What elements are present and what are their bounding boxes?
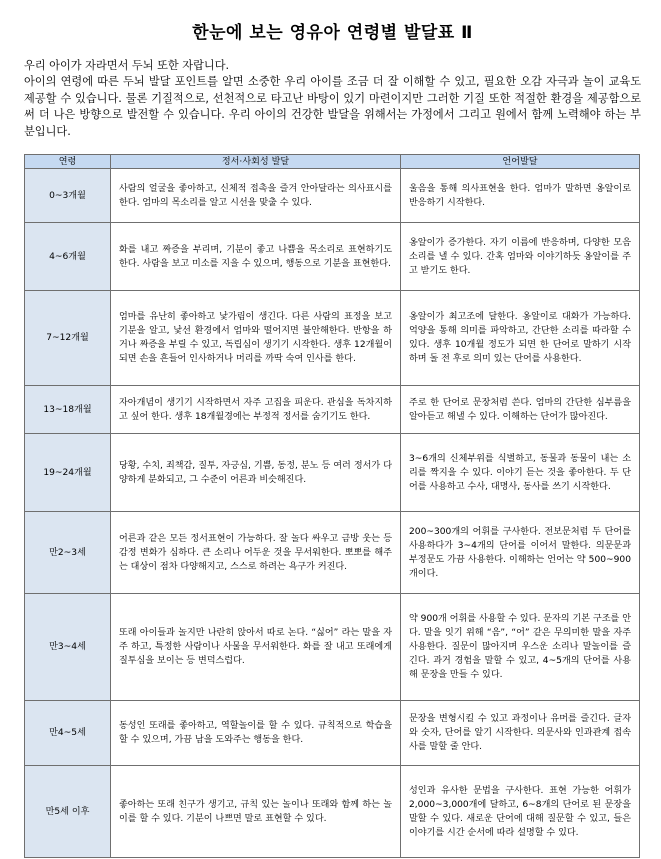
table-row bbox=[25, 512, 640, 594]
emotional-text: 당황, 수치, 죄책감, 질투, 자긍심, 기쁨, 동정, 분노 등 여러 정서가 다양하게 분화되고, 그 수준이 어른과 비슷해진다. bbox=[119, 460, 392, 485]
emotional-cell bbox=[111, 701, 401, 766]
language-text: 문장을 변형시킬 수 있고 과정이나 유머를 즐긴다. 글자와 숫자, 단어를 알기 시작한다. 의문사와 인과관계 접속사를 말할 줄 안다. bbox=[409, 714, 631, 752]
table-header-row bbox=[25, 155, 640, 169]
language-cell bbox=[401, 766, 640, 858]
intro-line: 우리 아이가 자라면서 두뇌 또한 자랍니다. bbox=[24, 59, 230, 72]
emotional-cell bbox=[111, 434, 401, 512]
page-title: 한눈에 보는 영유아 연령별 발달표 Ⅱ bbox=[192, 23, 473, 43]
header-language: 언어발달 bbox=[401, 155, 640, 169]
language-cell bbox=[401, 291, 640, 386]
language-text: 옹알이가 증가한다. 자기 이름에 반응하며, 다양한 모음 소리를 낼 수 있다. 간혹 엄마와 이야기하듯 옹알이를 주고 받기도 한다. bbox=[409, 237, 631, 276]
table-row bbox=[25, 434, 640, 512]
intro-text bbox=[24, 58, 641, 140]
language-cell bbox=[401, 512, 640, 594]
emotional-cell bbox=[111, 594, 401, 701]
emotional-text: 화를 내고 짜증을 부리며, 기분이 좋고 나쁨을 목소리로 표현하기도 한다. 사람을 보고 미소를 지을 수 있으며, 행동으로 기분을 표현한다. bbox=[119, 244, 392, 269]
table-row bbox=[25, 594, 640, 701]
emotional-cell bbox=[111, 386, 401, 434]
development-table bbox=[24, 154, 640, 858]
age-cell: 만5세 이후 bbox=[25, 766, 111, 858]
age-cell: 13~18개월 bbox=[25, 386, 111, 434]
emotional-text: 동성인 또래를 좋아하고, 역할놀이를 할 수 있다. 규칙적으로 학습을 할 수 있으며, 가끔 남을 도와주는 행동을 한다. bbox=[119, 721, 392, 745]
language-cell bbox=[401, 594, 640, 701]
age-cell: 만4~5세 bbox=[25, 701, 111, 766]
language-text: 주로 한 단어로 문장처럼 쓴다. 엄마의 간단한 심부름을 알아듣고 해낼 수 있다. 이해하는 단어가 많아진다. bbox=[409, 397, 631, 422]
age-cell: 7~12개월 bbox=[25, 291, 111, 386]
language-cell bbox=[401, 169, 640, 223]
language-text: 울음을 통해 의사표현을 한다. 엄마가 말하면 옹알이로 반응하기 시작한다. bbox=[409, 183, 631, 208]
language-text: 옹알이가 최고조에 달한다. 옹알이로 대화가 가능하다. 억양을 통해 의미를 파악하고, 간단한 소리를 따라할 수 있다. 생후 10개월 정도가 되면 한 단어로 말하기 시작하며 돌 전 후로 의미 있는 단어를 사용한다. bbox=[409, 312, 631, 364]
age-cell: 19~24개월 bbox=[25, 434, 111, 512]
emotional-cell bbox=[111, 291, 401, 386]
language-cell bbox=[401, 386, 640, 434]
table-row bbox=[25, 291, 640, 386]
emotional-cell bbox=[111, 169, 401, 223]
table-row bbox=[25, 169, 640, 223]
table-row bbox=[25, 766, 640, 858]
age-cell: 0~3개월 bbox=[25, 169, 111, 223]
language-text: 3~6개의 신체부위를 식별하고, 동물과 동물이 내는 소리를 짝지을 수 있다. 이야기 듣는 것을 좋아한다. 두 단어를 사용하고 수사, 대명사, 동사를 쓰기 시작한다. bbox=[409, 453, 631, 492]
emotional-text: 자아개념이 생기기 시작하면서 자주 고집을 피운다. 관심을 독차지하고 싶어 한다. 생후 18개월경에는 부정적 정서를 숨기기도 한다. bbox=[119, 397, 392, 422]
language-text: 약 900개 어휘를 사용할 수 있다. 문자의 기본 구조를 안다. 말을 잇기 위해 “음”, “어” 같은 무의미한 말을 자주 사용한다. 질문이 많아지며 우스운 소리나 말놀이를 즐긴다. 과거 경험을 말할 수 있고, 4~5개의 단어를 사용해 문장을 만들 수 있다. bbox=[409, 614, 631, 680]
emotional-text: 또래 아이들과 놀지만 나란히 앉아서 따로 논다. “싫어” 라는 말을 자주 하고, 특정한 사람이나 사물을 무서워한다. 화를 잘 내고 또래에게 질투심을 보이는 등 변덕스럽다. bbox=[119, 628, 392, 666]
intro-paragraph: 아이의 연령에 따른 두뇌 발달 포인트를 알면 소중한 우리 아이를 조금 더 잘 이해할 수 있고, 필요한 오감 자극과 놀이 교육도 제공할 수 있습니다. 물론 기질적으로, 선천적으로 타고난 바탕이 있기 마련이지만 그러한 기질 또한 적절한 환경을 제공함으로써 더 나은 방향으로 발전할 수 있습니다. 우리 아이의 건강한 발달을 위해서는 가정에서 그리고 원에서 함께 노력해야 하는 부분입니다. bbox=[24, 75, 641, 138]
table-row bbox=[25, 701, 640, 766]
emotional-text: 어른과 같은 모든 정서표현이 가능하다. 잘 놀다 싸우고 금방 웃는 등 감정 변화가 심하다. 큰 소리나 어두운 것을 무서워한다. 뽀뽀를 해주는 대상이 점차 다양해지고, 스스로 하려는 욕구가 커진다. bbox=[119, 533, 392, 572]
emotional-text: 좋아하는 또래 친구가 생기고, 규칙 있는 놀이나 또래와 함께 하는 놀이를 할 수 있다. 기분이 나쁘면 말로 표현할 수 있다. bbox=[119, 799, 392, 824]
age-cell: 4~6개월 bbox=[25, 223, 111, 291]
table-row bbox=[25, 386, 640, 434]
table-row bbox=[25, 223, 640, 291]
age-cell: 만3~4세 bbox=[25, 594, 111, 701]
header-emotional: 정서·사회성 발달 bbox=[111, 155, 401, 169]
language-text: 성인과 유사한 문법을 구사한다. 표현 가능한 어휘가 2,000~3,000개에 달하고, 6~8개의 단어로 된 문장을 말할 수 있다. 새로운 단어에 대해 질문할 수 있고, 들은 이야기를 시간 순서에 따라 설명할 수 있다. bbox=[409, 785, 631, 838]
emotional-cell bbox=[111, 512, 401, 594]
language-text: 200~300개의 어휘를 구사한다. 전보문처럼 두 단어를 사용하다가 3~4개의 단어를 이어서 말한다. 의문문과 부정문도 가끔 사용한다. 이해하는 언어는 약 500~900개이다. bbox=[409, 526, 631, 579]
emotional-text: 엄마를 유난히 좋아하고 낯가림이 생긴다. 다른 사람의 표정을 보고 기분을 알고, 낯선 환경에서 엄마와 떨어지면 불안해한다. 반항을 하거나 짜증을 부릴 수 있고, 독립심이 생기기 시작한다. 생후 12개월이 되면 손을 흔들어 인사하거나 머리를 까딱 숙여 인사를 한다. bbox=[119, 312, 392, 364]
age-cell: 만2~3세 bbox=[25, 512, 111, 594]
header-age: 연령 bbox=[25, 155, 111, 169]
language-cell bbox=[401, 701, 640, 766]
language-cell bbox=[401, 434, 640, 512]
language-cell bbox=[401, 223, 640, 291]
emotional-cell bbox=[111, 766, 401, 858]
emotional-text: 사람의 얼굴을 좋아하고, 신체적 접촉을 즐겨 안아달라는 의사표시를 한다. 엄마의 목소리를 알고 시선을 맞출 수 있다. bbox=[119, 183, 392, 208]
emotional-cell bbox=[111, 223, 401, 291]
